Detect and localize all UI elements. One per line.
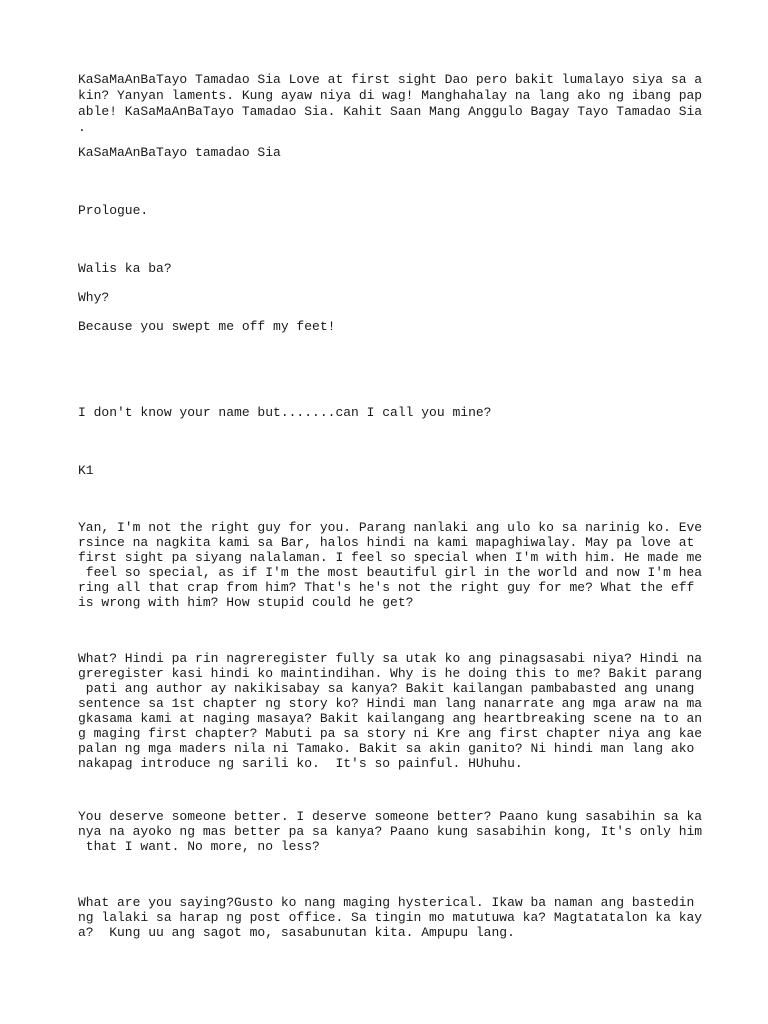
text-line: gkasama kami at naging masaya? Bakit kailangang ang heartbreaking scene na to an [78,711,703,726]
text-line: greregister kasi hindi ko maintindihan. Why is he doing this to me? Bakit parang [78,666,703,681]
text-line: What are you saying?Gusto ko nang maging hysterical. Ikaw ba naman ang bastedin [78,895,695,910]
text-line: feel so special, as if I'm the most beautiful girl in the world and now I'm hea [78,565,703,580]
text-line: I don't know your name but.......can I call you mine? [78,405,492,420]
text-line: Why? [78,290,110,305]
chapter-marker: K1 [78,463,94,478]
text-line: What? Hindi pa rin nagreregister fully sa utak ko ang pinagsasabi niya? Hindi na [78,651,703,666]
text-line: is wrong with him? How stupid could he get? [78,595,414,610]
text-line: . [78,120,86,135]
text-line: Because you swept me off my feet! [78,319,336,334]
text-line: KaSaMaAnBaTayo Tamadao Sia Love at first sight Dao pero bakit lumalayo siya sa a [78,72,703,87]
text-line: nya na ayoko ng mas better pa sa kanya? Paano kung sasabihin kong, It's only him [78,824,703,839]
text-line: Walis ka ba? [78,261,172,276]
text-line: able! KaSaMaAnBaTayo Tamadao Sia. Kahit Saan Mang Anggulo Bagay Tayo Tamadao Sia [78,104,703,119]
text-line: pati ang author ay nakikisabay sa kanya? Bakit kailangan pambabasted ang unang [78,681,695,696]
document-title: KaSaMaAnBaTayo tamadao Sia [78,145,281,160]
section-heading: Prologue. [78,203,149,218]
text-line: first sight pa siyang nalalaman. I feel so special when I'm with him. He made me [78,550,703,565]
text-line: a? Kung uu ang sagot mo, sasabunutan kita. Ampupu lang. [78,925,515,940]
text-line: kin? Yanyan laments. Kung ayaw niya di wag! Manghahalay na lang ako ng ibang pap [78,88,703,103]
text-line: sentence sa 1st chapter ng story ko? Hindi man lang nanarrate ang mga araw na ma [78,696,703,711]
text-line: palan ng mga maders nila ni Tamako. Bakit sa akin ganito? Ni hindi man lang ako [78,741,695,756]
text-line: that I want. No more, no less? [78,839,320,854]
text-line: g maging first chapter? Mabuti pa sa story ni Kre ang first chapter niya ang kae [78,726,703,741]
text-line: ring all that crap from him? That's he's not the right guy for me? What the eff [78,580,695,595]
text-line: ng lalaki sa harap ng post office. Sa tingin mo matutuwa ka? Magtatatalon ka kay [78,910,703,925]
text-line: rsince na nagkita kami sa Bar, halos hindi na kami mapaghiwalay. May pa love at [78,535,695,550]
text-line: You deserve someone better. I deserve someone better? Paano kung sasabihin sa ka [78,809,703,824]
text-line: nakapag introduce ng sarili ko. It's so painful. HUhuhu. [78,756,523,771]
text-line: Yan, I'm not the right guy for you. Parang nanlaki ang ulo ko sa narinig ko. Eve [78,520,703,535]
